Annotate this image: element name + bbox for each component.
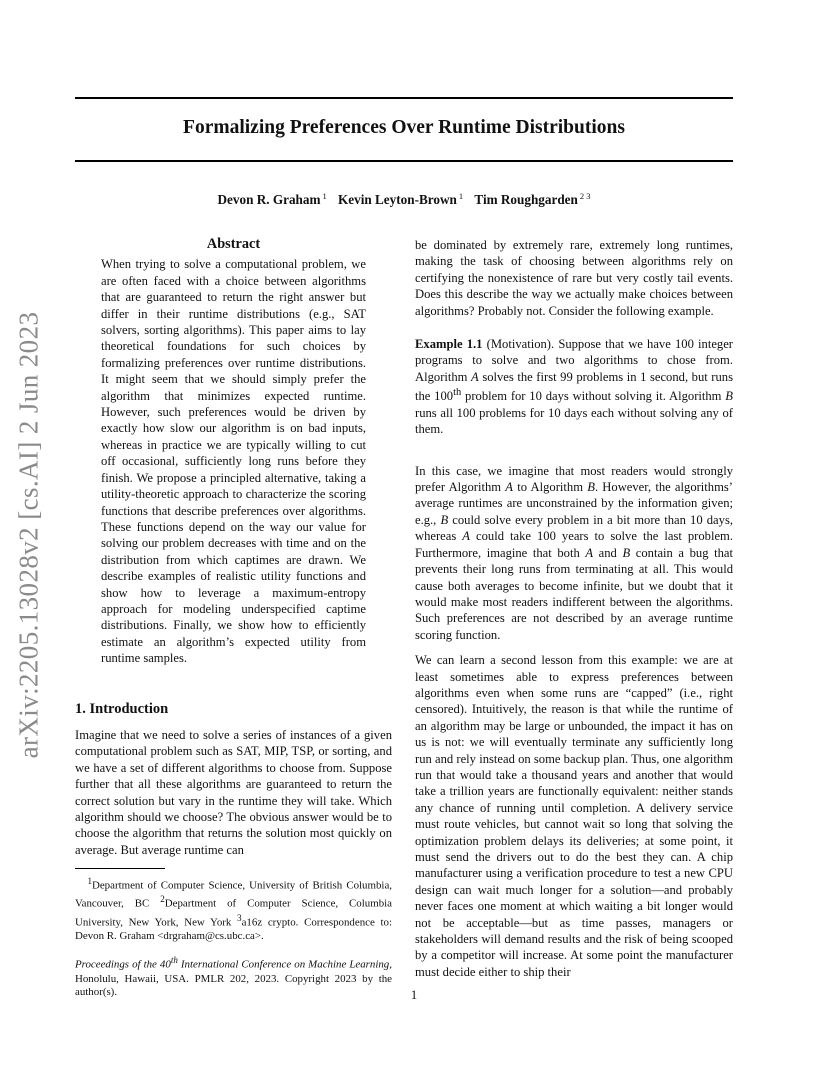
example-label: Example 1.1 <box>415 337 483 352</box>
example-text: runs all 100 problems for 10 days each without solving any of them. <box>415 405 733 437</box>
paragraph-preference <box>415 463 733 643</box>
proceedings-details: , Honolulu, Hawaii, USA. PMLR 202, 2023. Copyright 2023 by the author(s). <box>75 959 392 999</box>
var-a: A <box>585 545 594 560</box>
var-b: B <box>725 389 733 404</box>
var-b: B <box>440 512 449 527</box>
title-rule-bottom <box>75 160 733 162</box>
author-1 <box>218 192 327 207</box>
proceedings-venue: International Conference on Machine Learning <box>177 959 390 972</box>
example-text: problem for 10 days without solving it. Algorithm <box>461 389 726 404</box>
footnote-mark: 1 <box>87 876 92 887</box>
footnote-rule <box>75 868 165 869</box>
right-column <box>415 237 733 980</box>
paragraph-text: to Algorithm <box>512 480 588 495</box>
var-a: A <box>505 480 513 495</box>
paragraph-text: could solve every problem in a bit more than 10 days, whereas <box>415 512 733 544</box>
introduction-paragraph: Imagine that we need to solve a series of instances of a given computational problem such as SAT, MIP, TSP, or sorting, and we have a set of different algorithms to choose from. Suppose further that all these algorithms are guaranteed to return the correct solution but vary in the runtime they will take. Which algorithm should we choose? The obvious answer would be to choose the algorithm that returns the solution most quickly on average. But average runtime can <box>75 727 392 857</box>
paragraph-text: . However, the algorithms’ average runtimes are unconstrained by the information given; e.g., <box>415 480 733 527</box>
author-name: Devon R. Graham <box>217 192 321 208</box>
example-text: Suppose that we have 100 integer programs to solve and two algorithms to chose from. Algorithm <box>415 337 733 384</box>
introduction-heading: 1. Introduction <box>75 700 169 717</box>
page-number: 1 <box>410 988 418 1002</box>
ordinal-suffix: th <box>453 387 462 399</box>
var-b: B <box>587 480 595 495</box>
abstract-text: When trying to solve a computational problem, we are often faced with a choice between algorithms that are guaranteed to return the right answer but differ in their runtime distributions (e.g., SAT solvers, sorting algorithms). This paper aims to lay theoretical foundations for such choices by formalizing preferences over runtime distributions. It might seem that we should simply prefer the algorithm that minimizes expected runtime. However, such preferences would be driven by exactly how slow our algorithm is on bad inputs, whereas in practice we are typically willing to cut off occasional, sufficiently long runs before they finish. We propose a principled alternative, taking a utility-theoretic approach to characterize the scoring functions that describe preferences over algorithms. These functions depend on the way our value for solving our problem decreases with time and on the distribution from which captimes are drawn. We describe examples of realistic utility functions and show how to leverage a maximum-entropy approach for modeling underspecified captime distributions. Finally, we show how to efficiently estimate an algorithm’s expected utility from runtime samples. <box>101 257 366 666</box>
author-3 <box>474 192 590 207</box>
proceedings-number: 40 <box>159 959 171 972</box>
paragraph-text: contain a bug that prevents their long runs from terminating at all. This would cause both averages to become infinite, but we doubt that it would make most readers indifferent between the algorithms. Such preferences are not described by an average runtime scoring function. <box>415 545 733 642</box>
author-affiliation-mark: 1 <box>458 191 464 201</box>
author-2 <box>338 192 463 207</box>
affiliation-footnote <box>75 875 392 943</box>
arxiv-stamp-text: arXiv:2205.13028v2 [cs.AI] 2 Jun 2023 <box>13 311 44 759</box>
author-name: Tim Roughgarden <box>474 192 578 208</box>
affiliation-3: a16z crypto. Correspondence to: Devon R. Graham <drgraham@cs.ubc.ca>. <box>75 916 393 942</box>
arxiv-stamp <box>8 305 50 765</box>
abstract-heading: Abstract <box>206 236 261 252</box>
footnote-mark: 3 <box>237 912 242 923</box>
var-a: A <box>471 369 479 384</box>
paragraph-continued: be dominated by extremely rare, extremely long runtimes, making the task of choosing between algorithms rely on certifying the nonexistence of rare but very costly tail events. Does this describe the way we actually make choices between algorithms? Probably not. Consider the following example. <box>415 238 733 318</box>
left-column <box>75 236 392 1000</box>
var-a: A <box>462 529 470 544</box>
author-affiliation-mark: 2 3 <box>579 191 591 201</box>
title-rule-top <box>75 97 733 99</box>
example-block <box>415 336 733 438</box>
paragraph-text: could take 100 years to solve the last problem. Furthermore, imagine that both <box>415 529 733 560</box>
paragraph-text: and <box>593 545 623 560</box>
author-affiliation-mark: 1 <box>322 191 327 201</box>
author-list <box>75 191 733 208</box>
affiliation-1: Department of Computer Science, University of British Columbia, Vancouver, BC <box>75 879 392 911</box>
proceedings-prefix: Proceedings of the <box>75 959 160 972</box>
author-name: Kevin Leyton-Brown <box>338 192 457 208</box>
affiliation-2: Department of Computer Science, Columbia University, New York, New York <box>75 898 393 929</box>
footnote-mark: 2 <box>160 894 165 905</box>
paragraph-text: In this case, we imagine that most readers would strongly prefer Algorithm <box>415 463 733 495</box>
proceedings-ordinal: th <box>170 955 178 966</box>
paragraph-capped-runs: We can learn a second lesson from this example: we are at least sometimes able to express preferences between algorithms even when some runs are “capped” (i.e., right censored). Intuitively, the reason is that while the runtime of an algorithm may be large or unbounded, the impact it has on us is not: we will eventually terminate any sufficiently long run and rely instead on some backup plan. Thus, one algorithm run that would take a thousand years and another that would take a trillion years are functionally equivalent: neither stands any chance of running until completion. A delivery service must route vehicles, but cannot wait so long that solving the optimization problem delays its deliveries; at some point, it must send the drivers out to do the best they can. A chip manufacturer using a verification procedure to test a new CPU design can wait much longer for a solution—and probably never faces one moment at which waiting a bit longer would not be acceptable—but as time passes, managers or stakeholders will demand results and the risk of being scooped by a competitor will increase. At some point the manufacturer must decide either to ship their <box>415 653 733 979</box>
paper-title: Formalizing Preferences Over Runtime Distributions <box>183 117 625 138</box>
example-tag: (Motivation). <box>482 337 555 352</box>
example-text: solves the first 99 problems in 1 second, but runs the 100 <box>415 369 733 404</box>
var-b: B <box>622 545 631 560</box>
